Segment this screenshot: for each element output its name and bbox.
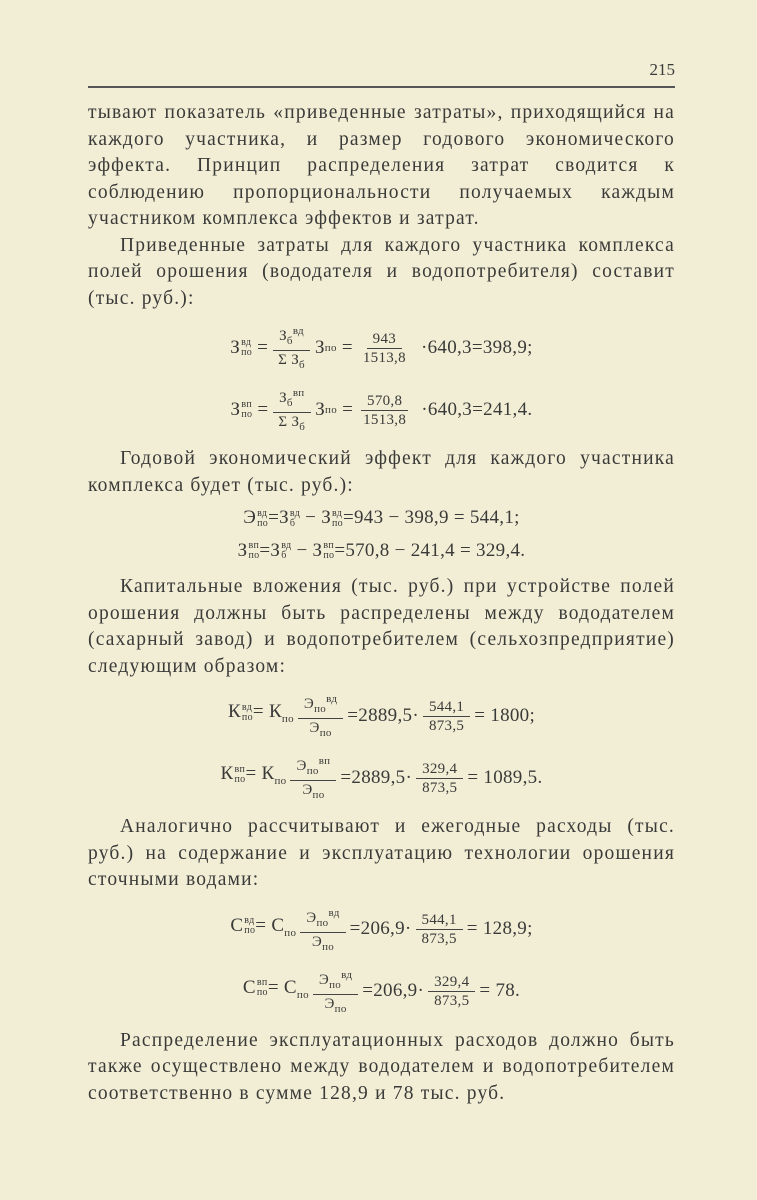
paragraph: Распределение эксплуатационных расходов должно быть также осуществлено между вододателем и водопотребителем соответственно в сумме 128,9 и 78 тыс. руб.: [88, 1029, 675, 1104]
paragraph: Капитальные вложения (тыс. руб.) при устройстве полей орошения должны быть распределены между вододателем (сахарный завод) и водопотребителем (сельхозпредприятие) следующим образом:: [88, 576, 675, 677]
formula-costs-vp: З вп по = $\frac{З_б^{вп}}{\Sigma З_б}$ З по = $\frac{570,8}{1513,8}$ ·640,3 =241,4.: [88, 384, 675, 436]
paragraph: тывают показатель «приведенные затраты», приходящийся на каждого участника, и размер годового экономического эффекта. Принцип распределения затрат сводится к соблюдению пропорциональности получаемых каждым участником комплекса эффектов и затрат.: [88, 102, 675, 229]
header-rule: [88, 86, 675, 88]
formula-costs-vd: З вд по = $\frac{З_б^{вд}}{\Sigma З_б}$ З по = $\frac{943}{1513,8}$ ·640,3 =398,9;: [88, 322, 675, 374]
formula-capital-vd: К вд по = $К_{по}$ $\frac{Э_{по}^{вд}}{Э_{по}}$ =2889,5· $\frac{544,1}{873,5}$ = 1800;: [88, 690, 675, 742]
formula-capital-vp: К вп по = $К_{по}$ $\frac{Э_{по}^{вп}}{Э_{по}}$ =2889,5· $\frac{329,4}{873,5}$ = 1089,5.: [88, 752, 675, 804]
paragraph: Годовой экономический эффект для каждого участника комплекса будет (тыс. руб.):: [88, 448, 675, 496]
paragraph: Приведенные затраты для каждого участника комплекса полей орошения (вододателя и водопотребителя) составит (тыс. руб.):: [88, 234, 675, 309]
paragraph: Аналогично рассчитывают и ежегодные расходы (тыс. руб.) на содержание и эксплуатацию технологии орошения сточными водами:: [88, 816, 675, 890]
formula-effect-vd: Э вд по =З вд б − З вд по =943 − 398,9 = 544,1;: [243, 507, 520, 529]
formula-expenses-vp: С вп по = $С_{по}$ $\frac{Э_{по}^{вд}}{Э_{по}}$ =206,9· $\frac{329,4}{873,5}$ = 78.: [88, 966, 675, 1018]
page-number: 215: [649, 60, 675, 79]
page-body: [88, 100, 675, 1107]
formula-expenses-vd: С вд по = $С_{по}$ $\frac{Э_{по}^{вд}}{Э_{по}}$ =206,9· $\frac{544,1}{873,5}$ = 128,9;: [88, 904, 675, 956]
formula-effect-vp: З вп по =З вд б − З вп по =570,8 − 241,4 = 329,4.: [237, 539, 526, 562]
